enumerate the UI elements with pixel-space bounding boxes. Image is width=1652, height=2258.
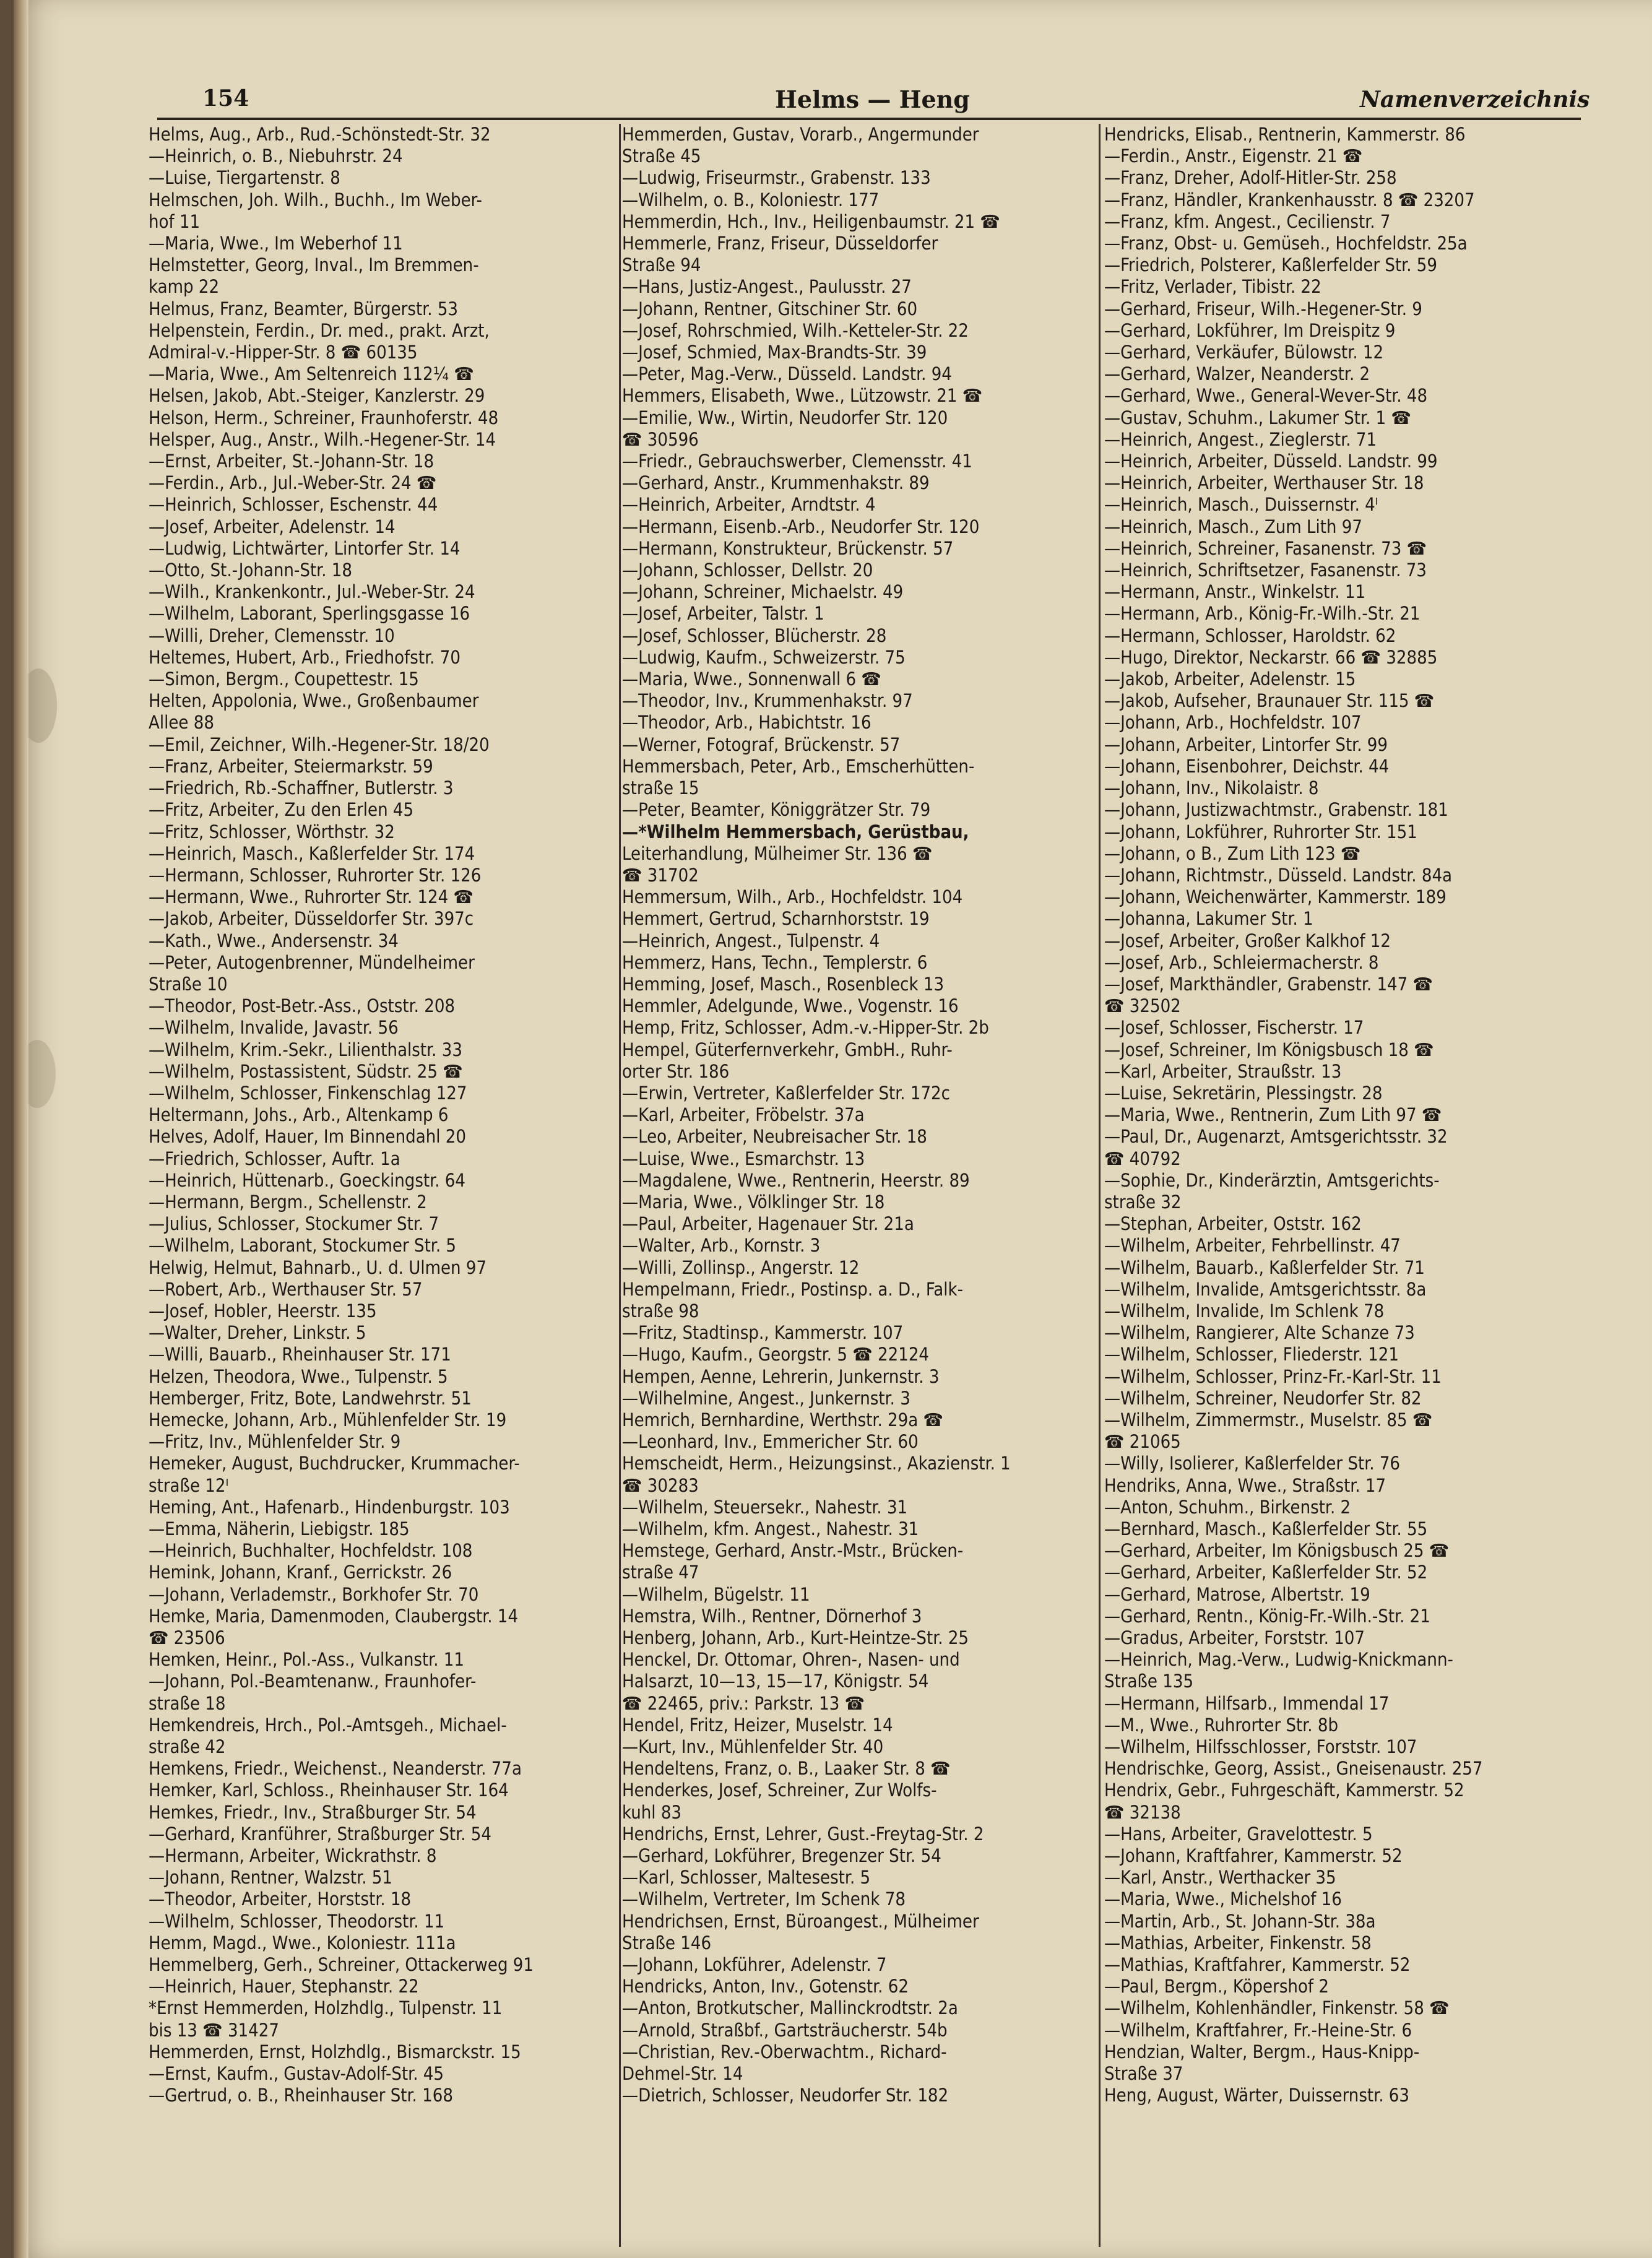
directory-entry-line: —Jakob, Aufseher, Braunauer Str. 115 ☎	[1104, 690, 1435, 712]
directory-entry-line: —Gerhard, Verkäufer, Bülowstr. 12	[1104, 342, 1384, 363]
directory-entry-line: —Johann, Richtmstr., Düsseld. Landstr. 84a	[1104, 864, 1453, 886]
directory-entry-line: —Ludwig, Kaufm., Schweizerstr. 75	[622, 646, 906, 668]
directory-entry-line: —Johann, Justizwachtmstr., Grabenstr. 181	[1104, 799, 1448, 821]
directory-entry-line: —Johann, Schreiner, Michaelstr. 49	[622, 581, 904, 603]
directory-entry-line: —Peter, Autogenbrenner, Mündelheimer	[149, 951, 475, 973]
directory-entry-line: —Mathias, Kraftfahrer, Kammerstr. 52	[1104, 1954, 1411, 1976]
directory-entry-line: —Franz, Dreher, Adolf-Hitler-Str. 258	[1104, 167, 1397, 189]
directory-entry-line: ☎ 30596	[622, 428, 699, 450]
directory-entry-line: Henckel, Dr. Ottomar, Ohren-, Nasen- und	[622, 1649, 960, 1671]
directory-entry-line: straße 12ᴵ	[149, 1474, 229, 1496]
directory-entry-line: —Heinrich, Arbeiter, Arndtstr. 4	[622, 494, 876, 516]
directory-entry-line: —Hermann, Schlosser, Haroldstr. 62	[1104, 625, 1396, 646]
directory-entry-line: —Hermann, Konstrukteur, Brückenstr. 57	[622, 537, 954, 559]
directory-entry-line: —Karl, Arbeiter, Fröbelstr. 37a	[622, 1104, 865, 1126]
directory-entry-line: —Josef, Arbeiter, Großer Kalkhof 12	[1104, 930, 1391, 951]
directory-entry-line: —Ernst, Arbeiter, St.-Johann-Str. 18	[149, 451, 435, 472]
directory-entry-line: —Hermann, Anstr., Winkelstr. 11	[1104, 581, 1366, 603]
directory-entry-line: ☎ 21065	[1104, 1431, 1181, 1453]
directory-entry-line: —Theodor, Arbeiter, Horststr. 18	[149, 1888, 412, 1910]
directory-entry-line: —Wilhelm, Postassistent, Südstr. 25 ☎	[149, 1060, 463, 1082]
directory-entry-line: Halsarzt, 10—13, 15—17, Königstr. 54	[622, 1671, 929, 1692]
directory-entry-line: —Karl, Arbeiter, Straußstr. 13	[1104, 1060, 1342, 1082]
directory-entry-line: Straße 10	[149, 973, 228, 995]
directory-entry-line: Hemming, Josef, Masch., Rosenbleck 13	[622, 973, 945, 995]
directory-entry-line: —Kath., Wwe., Andersenstr. 34	[149, 930, 399, 951]
directory-entry-line: —Gerhard, Rentn., König-Fr.-Wilh.-Str. 21	[1104, 1605, 1430, 1627]
header-rule	[157, 118, 1581, 120]
directory-entry-line: Hemke, Maria, Damenmoden, Claubergstr. 14	[149, 1605, 519, 1627]
directory-entry-line: Hendrix, Gebr., Fuhrgeschäft, Kammerstr. 52	[1104, 1780, 1464, 1801]
directory-entry-line: Allee 88	[149, 712, 214, 733]
directory-entry-line: —Mathias, Arbeiter, Finkenstr. 58	[1104, 1932, 1372, 1953]
column-divider	[619, 124, 621, 2247]
directory-entry-line: —Gerhard, Kranführer, Straßburger Str. 54	[149, 1823, 491, 1845]
directory-entry-line: Hemstra, Wilh., Rentner, Dörnerhof 3	[622, 1605, 922, 1627]
directory-entry-line: —*Wilhelm Hemmersbach, Gerüstbau,	[622, 821, 969, 842]
directory-entry-line: Helmus, Franz, Beamter, Bürgerstr. 53	[149, 298, 459, 319]
directory-entry-line: —Hermann, Arb., König-Fr.-Wilh.-Str. 21	[1104, 603, 1421, 625]
directory-entry-line: —Hugo, Kaufm., Georgstr. 5 ☎ 22124	[622, 1344, 930, 1365]
directory-entry-line: —Wilhelm, Schlosser, Fliederstr. 121	[1104, 1344, 1399, 1365]
directory-entry-line: —Gerhard, Friseur, Wilh.-Hegener-Str. 9	[1104, 298, 1422, 319]
directory-entry-line: —Josef, Hobler, Heerstr. 135	[149, 1300, 377, 1321]
directory-entry-line: Straße 94	[622, 254, 701, 276]
directory-entry-line: Helmschen, Joh. Wilh., Buchh., Im Weber-	[149, 189, 482, 210]
directory-entry-line: Hemmelberg, Gerh., Schreiner, Ottackerweg 91	[149, 1954, 534, 1976]
directory-entry-line: —Paul, Arbeiter, Hagenauer Str. 21a	[622, 1213, 914, 1235]
directory-entry-line: —Gradus, Arbeiter, Forststr. 107	[1104, 1627, 1365, 1649]
directory-entry-line: Straße 37	[1104, 2063, 1183, 2085]
directory-entry-line: Hemscheidt, Herm., Heizungsinst., Akazienstr. 1	[622, 1453, 1011, 1474]
directory-entry-line: —Wilhelm, kfm. Angest., Nahestr. 31	[622, 1518, 919, 1539]
directory-entry-line: —Franz, Händler, Krankenhausstr. 8 ☎ 23207	[1104, 189, 1475, 210]
page-binding-edge	[14, 0, 28, 2258]
directory-entry-line: —Josef, Markthändler, Grabenstr. 147 ☎	[1104, 973, 1434, 995]
directory-entry-line: Helten, Appolonia, Wwe., Großenbaumer	[149, 690, 479, 712]
directory-entry-line: —Maria, Wwe., Sonnenwall 6 ☎	[622, 668, 881, 690]
directory-entry-line: Hemkendreis, Hrch., Pol.-Amtsgeh., Michael-	[149, 1714, 507, 1736]
directory-entry-line: —Franz, Arbeiter, Steiermarkstr. 59	[149, 755, 433, 777]
directory-entry-line: Hendeltens, Franz, o. B., Laaker Str. 8 ☎	[622, 1758, 951, 1780]
directory-entry-line: Hemberger, Fritz, Bote, Landwehrstr. 51	[149, 1387, 472, 1409]
directory-entry-line: —Heinrich, Schlosser, Eschenstr. 44	[149, 494, 438, 516]
directory-entry-line: —Leo, Arbeiter, Neubreisacher Str. 18	[622, 1126, 927, 1148]
directory-entry-line: —Emil, Zeichner, Wilh.-Hegener-Str. 18/20	[149, 733, 490, 755]
directory-entry-line: —Johann, Verlademstr., Borkhofer Str. 70	[149, 1583, 479, 1605]
directory-entry-line: —Franz, Obst- u. Gemüseh., Hochfeldstr. 25a	[1104, 233, 1468, 254]
directory-entry-line: —Karl, Anstr., Werthacker 35	[1104, 1867, 1336, 1888]
directory-entry-line: —Kurt, Inv., Mühlenfelder Str. 40	[622, 1736, 884, 1758]
directory-entry-line: —Johann, o B., Zum Lith 123 ☎	[1104, 842, 1361, 864]
column-1	[149, 124, 616, 2253]
running-head-range: Helms — Heng	[775, 85, 970, 113]
column-divider	[1099, 124, 1101, 2247]
directory-entry-line: —Dietrich, Schlosser, Neudorfer Str. 182	[622, 2085, 949, 2106]
directory-entry-line: Hemecke, Johann, Arb., Mühlenfelder Str. 19	[149, 1409, 507, 1430]
directory-entry-line: Hemp, Fritz, Schlosser, Adm.-v.-Hipper-Str. 2b	[622, 1017, 989, 1039]
directory-entry-line: —Arnold, Straßbf., Gartsträucherstr. 54b	[622, 2019, 948, 2041]
directory-entry-line: —Erwin, Vertreter, Kaßlerfelder Str. 172c	[622, 1082, 951, 1104]
directory-entry-line: Hemm, Magd., Wwe., Koloniestr. 111a	[149, 1932, 456, 1953]
directory-entry-line: ☎ 32138	[1104, 1801, 1181, 1823]
directory-entry-line: straße 32	[1104, 1191, 1182, 1213]
directory-entry-line: —Wilh., Krankenkontr., Jul.-Weber-Str. 24	[149, 581, 475, 603]
directory-entry-line: —Wilhelm, Invalide, Javastr. 56	[149, 1017, 399, 1039]
directory-entry-line: —Emilie, Ww., Wirtin, Neudorfer Str. 120	[622, 407, 948, 428]
directory-entry-line: —Josef, Arbeiter, Adelenstr. 14	[149, 516, 396, 537]
directory-entry-line: —Theodor, Arb., Habichtstr. 16	[622, 712, 871, 733]
directory-entry-line: —Paul, Bergm., Köpershof 2	[1104, 1976, 1329, 1997]
directory-entry-line: Hempen, Aenne, Lehrerin, Junkernstr. 3	[622, 1365, 940, 1387]
directory-entry-line: Hendrischke, Georg, Assist., Gneisenaustr. 257	[1104, 1758, 1483, 1780]
directory-entry-line: —Hans, Arbeiter, Gravelottestr. 5	[1104, 1823, 1373, 1845]
directory-entry-line: —Luise, Sekretärin, Plessingstr. 28	[1104, 1082, 1383, 1104]
directory-entry-line: Helmstetter, Georg, Inval., Im Bremmen-	[149, 254, 479, 276]
directory-entry-line: —Luise, Wwe., Esmarchstr. 13	[622, 1148, 865, 1169]
directory-entry-line: —Fritz, Verlader, Tibistr. 22	[1104, 276, 1321, 298]
directory-entry-line: —Julius, Schlosser, Stockumer Str. 7	[149, 1213, 439, 1235]
directory-entry-line: —Friedrich, Rb.-Schaffner, Butlerstr. 3	[149, 777, 454, 799]
directory-entry-line: —Josef, Schlosser, Blücherstr. 28	[622, 625, 887, 646]
directory-entry-line: —Hermann, Wwe., Ruhrorter Str. 124 ☎	[149, 886, 474, 908]
directory-entry-line: Heltemes, Hubert, Arb., Friedhofstr. 70	[149, 646, 461, 668]
directory-entry-line: —Heinrich, Masch., Duissernstr. 4ᴵ	[1104, 494, 1378, 516]
directory-entry-line: —Jakob, Arbeiter, Adelenstr. 15	[1104, 668, 1356, 690]
directory-entry-line: —Johann, Arbeiter, Lintorfer Str. 99	[1104, 733, 1388, 755]
directory-entry-line: kuhl 83	[622, 1801, 682, 1823]
directory-entry-line: —Jakob, Arbeiter, Düsseldorfer Str. 397c	[149, 908, 474, 930]
directory-entry-line: Leiterhandlung, Mülheimer Str. 136 ☎	[622, 842, 933, 864]
directory-entry-line: Helson, Herm., Schreiner, Fraunhoferstr. 48	[149, 407, 499, 428]
directory-entry-line: Hendricks, Elisab., Rentnerin, Kammerstr. 86	[1104, 124, 1466, 145]
directory-page	[14, 0, 1652, 2258]
directory-entry-line: Heltermann, Johs., Arb., Altenkamp 6	[149, 1104, 449, 1126]
directory-entry-line: —Wilhelm, o. B., Koloniestr. 177	[622, 189, 880, 210]
directory-entry-line: Hendriks, Anna, Wwe., Straßstr. 17	[1104, 1474, 1386, 1496]
directory-entry-line: ☎ 32502	[1104, 995, 1181, 1017]
directory-entry-line: Hemmerle, Franz, Friseur, Düsseldorfer	[622, 233, 938, 254]
directory-entry-line: —Wilhelm, Schreiner, Neudorfer Str. 82	[1104, 1387, 1422, 1409]
directory-entry-line: Straße 135	[1104, 1671, 1194, 1692]
directory-entry-line: —M., Wwe., Ruhrorter Str. 8b	[1104, 1714, 1339, 1736]
directory-entry-line: —Johann, Arb., Hochfeldstr. 107	[1104, 712, 1362, 733]
directory-entry-line: Helves, Adolf, Hauer, Im Binnendahl 20	[149, 1126, 466, 1148]
directory-entry-line: —Johann, Rentner, Walzstr. 51	[149, 1867, 392, 1888]
directory-entry-line: Hemken, Heinr., Pol.-Ass., Vulkanstr. 11	[149, 1649, 464, 1671]
directory-entry-line: —Ferdin., Anstr., Eigenstr. 21 ☎	[1104, 145, 1363, 167]
page-number: 154	[202, 85, 249, 111]
directory-entry-line: Hemker, Karl, Schloss., Rheinhauser Str. 164	[149, 1780, 509, 1801]
directory-entry-line: —Willy, Isolierer, Kaßlerfelder Str. 76	[1104, 1453, 1401, 1474]
directory-entry-line: straße 98	[622, 1300, 699, 1321]
directory-entry-line: —Heinrich, Angest., Tulpenstr. 4	[622, 930, 880, 951]
directory-entry-line: —Leonhard, Inv., Emmericher Str. 60	[622, 1431, 919, 1453]
directory-entry-line: —Anton, Schuhm., Birkenstr. 2	[1104, 1496, 1351, 1518]
column-2	[622, 124, 1089, 2253]
directory-entry-line: —Johann, Weichenwärter, Kammerstr. 189	[1104, 886, 1447, 908]
directory-entry-line: Hendel, Fritz, Heizer, Muselstr. 14	[622, 1714, 893, 1736]
directory-entry-line: —Johann, Schlosser, Dellstr. 20	[622, 560, 873, 581]
directory-entry-line: —Heinrich, Schriftsetzer, Fasanenstr. 73	[1104, 560, 1427, 581]
directory-entry-line: —Fritz, Arbeiter, Zu den Erlen 45	[149, 799, 414, 821]
directory-entry-line: —Ferdin., Arb., Jul.-Weber-Str. 24 ☎	[149, 472, 437, 494]
directory-entry-line: —Peter, Beamter, Königgrätzer Str. 79	[622, 799, 931, 821]
directory-entry-line: ☎ 23506	[149, 1627, 225, 1649]
directory-entry-line: Hendzian, Walter, Bergm., Haus-Knipp-	[1104, 2041, 1420, 2062]
directory-entry-line: —Gertrud, o. B., Rheinhauser Str. 168	[149, 2085, 453, 2106]
directory-entry-line: —Wilhelm, Bügelstr. 11	[622, 1583, 810, 1605]
directory-entry-line: —Fritz, Inv., Mühlenfelder Str. 9	[149, 1431, 401, 1453]
directory-entry-line: ☎ 40792	[1104, 1148, 1181, 1169]
directory-entry-line: —Gerhard, Walzer, Neanderstr. 2	[1104, 363, 1370, 385]
directory-entry-line: —Wilhelm, Bauarb., Kaßlerfelder Str. 71	[1104, 1257, 1425, 1278]
directory-entry-line: Hemmerden, Gustav, Vorarb., Angermunder	[622, 124, 979, 145]
directory-entry-line: —Wilhelm, Invalide, Amtsgerichtsstr. 8a	[1104, 1278, 1427, 1300]
directory-entry-line: —Heinrich, Masch., Kaßlerfelder Str. 174	[149, 842, 475, 864]
directory-entry-line: —Willi, Dreher, Clemensstr. 10	[149, 625, 395, 646]
directory-entry-line: —Wilhelm, Rangierer, Alte Schanze 73	[1104, 1322, 1415, 1344]
directory-entry-line: —Josef, Schmied, Max-Brandts-Str. 39	[622, 342, 927, 363]
directory-entry-line: —Maria, Wwe., Völklinger Str. 18	[622, 1191, 885, 1213]
directory-entry-line: —Hermann, Bergm., Schellenstr. 2	[149, 1191, 427, 1213]
directory-entry-line: ☎ 30283	[622, 1474, 699, 1496]
directory-entry-line: —Gerhard, Lokführer, Bregenzer Str. 54	[622, 1845, 941, 1867]
directory-entry-line: —Heinrich, Hauer, Stephanstr. 22	[149, 1976, 419, 1997]
directory-entry-line: Hemmerden, Ernst, Holzhdlg., Bismarckstr. 15	[149, 2041, 521, 2062]
directory-entry-line: —Heinrich, Buchhalter, Hochfeldstr. 108	[149, 1540, 473, 1562]
directory-entry-line: —Heinrich, Arbeiter, Werthauser Str. 18	[1104, 472, 1424, 494]
directory-entry-line: —Josef, Arb., Schleiermacherstr. 8	[1104, 951, 1379, 973]
directory-entry-line: —Hermann, Eisenb.-Arb., Neudorfer Str. 120	[622, 516, 980, 537]
directory-entry-line: orter Str. 186	[622, 1060, 730, 1082]
directory-entry-line: —Wilhelm, Laborant, Stockumer Str. 5	[149, 1235, 457, 1257]
directory-entry-line: —Hermann, Arbeiter, Wickrathstr. 8	[149, 1845, 437, 1867]
directory-entry-line: kamp 22	[149, 276, 220, 298]
directory-entry-line: —Johann, Lokführer, Adelenstr. 7	[622, 1954, 887, 1976]
directory-entry-line: —Robert, Arb., Werthauser Str. 57	[149, 1278, 423, 1300]
directory-entry-line: Hemstege, Gerhard, Anstr.-Mstr., Brücken-	[622, 1540, 964, 1562]
directory-entry-line: —Wilhelm, Schlosser, Theodorstr. 11	[149, 1910, 445, 1932]
directory-entry-line: Henberg, Johann, Arb., Kurt-Heintze-Str. 25	[622, 1627, 969, 1649]
directory-entry-line: Heng, August, Wärter, Duissernstr. 63	[1104, 2085, 1409, 2106]
directory-entry-line: —Wilhelm, Zimmermstr., Muselstr. 85 ☎	[1104, 1409, 1433, 1430]
directory-entry-line: Hemmers, Elisabeth, Wwe., Lützowstr. 21 ☎	[622, 385, 983, 407]
directory-entry-line: Helsen, Jakob, Abt.-Steiger, Kanzlerstr. 29	[149, 385, 485, 407]
directory-entry-line: bis 13 ☎ 31427	[149, 2019, 279, 2041]
directory-entry-line: Admiral-v.-Hipper-Str. 8 ☎ 60135	[149, 342, 418, 363]
directory-entry-line: —Friedrich, Polsterer, Kaßlerfelder Str. 59	[1104, 254, 1437, 276]
directory-entry-line: —Walter, Dreher, Linkstr. 5	[149, 1322, 366, 1344]
directory-entry-line: —Wilhelm, Schlosser, Prinz-Fr.-Karl-Str. 11	[1104, 1365, 1442, 1387]
directory-entry-line: —Fritz, Stadtinsp., Kammerstr. 107	[622, 1322, 904, 1344]
directory-entry-line: —Hans, Justiz-Angest., Paulusstr. 27	[622, 276, 912, 298]
directory-entry-line: —Wilhelm, Hilfsschlosser, Forststr. 107	[1104, 1736, 1417, 1758]
directory-entry-line: —Johann, Eisenbohrer, Deichstr. 44	[1104, 755, 1390, 777]
directory-entry-line: —Heinrich, Schreiner, Fasanenstr. 73 ☎	[1104, 537, 1427, 559]
directory-entry-line: —Hugo, Direktor, Neckarstr. 66 ☎ 32885	[1104, 646, 1438, 668]
directory-entry-line: Hemmler, Adelgunde, Wwe., Vogenstr. 16	[622, 995, 959, 1017]
directory-entry-line: —Franz, kfm. Angest., Cecilienstr. 7	[1104, 210, 1391, 232]
directory-entry-line: —Wilhelm, Steuersekr., Nahestr. 31	[622, 1496, 908, 1518]
directory-entry-line: straße 47	[622, 1562, 699, 1583]
directory-entry-line: —Johann, Lokführer, Ruhrorter Str. 151	[1104, 821, 1417, 842]
directory-entry-line: Hemrich, Bernhardine, Werthstr. 29a ☎	[622, 1409, 943, 1430]
directory-entry-line: straße 42	[149, 1736, 226, 1758]
directory-entry-line: Dehmel-Str. 14	[622, 2063, 743, 2085]
directory-entry-line: —Johann, Inv., Nikolaistr. 8	[1104, 777, 1319, 799]
directory-entry-line: —Gerhard, Arbeiter, Im Königsbusch 25 ☎	[1104, 1540, 1450, 1562]
directory-entry-line: Hemmersbach, Peter, Arb., Emscherhütten-	[622, 755, 975, 777]
directory-entry-line: —Wilhelm, Invalide, Im Schlenk 78	[1104, 1300, 1385, 1321]
directory-entry-line: straße 18	[149, 1692, 226, 1714]
directory-entry-line: —Emma, Näherin, Liebigstr. 185	[149, 1518, 410, 1539]
directory-entry-line: —Ludwig, Lichtwärter, Lintorfer Str. 14	[149, 537, 461, 559]
directory-entry-line: —Friedrich, Schlosser, Auftr. 1a	[149, 1148, 400, 1169]
directory-entry-line: —Magdalene, Wwe., Rentnerin, Heerstr. 89	[622, 1169, 970, 1191]
directory-entry-line: —Ludwig, Friseurmstr., Grabenstr. 133	[622, 167, 931, 189]
directory-entry-line: —Otto, St.-Johann-Str. 18	[149, 560, 352, 581]
directory-entry-line: —Josef, Arbeiter, Talstr. 1	[622, 603, 824, 625]
directory-entry-line: Hemkens, Friedr., Weichenst., Neanderstr. 77a	[149, 1758, 522, 1780]
directory-entry-line: —Walter, Arb., Kornstr. 3	[622, 1235, 821, 1257]
directory-entry-line: Hemmersum, Wilh., Arb., Hochfeldstr. 104	[622, 886, 963, 908]
directory-entry-line: —Hermann, Schlosser, Ruhrorter Str. 126	[149, 864, 482, 886]
directory-entry-line: —Heinrich, Masch., Zum Lith 97	[1104, 516, 1362, 537]
directory-entry-line: Helzen, Theodora, Wwe., Tulpenstr. 5	[149, 1365, 448, 1387]
directory-entry-line: Hendrichsen, Ernst, Büroangest., Mülheimer	[622, 1910, 979, 1932]
directory-entry-line: —Christian, Rev.-Oberwachtm., Richard-	[622, 2041, 947, 2062]
directory-entry-line: —Gerhard, Matrose, Albertstr. 19	[1104, 1583, 1370, 1605]
directory-entry-line: —Josef, Schreiner, Im Königsbusch 18 ☎	[1104, 1039, 1434, 1060]
directory-entry-line: Hempelmann, Friedr., Postinsp. a. D., Falk-	[622, 1278, 964, 1300]
directory-entry-line: Hemkes, Friedr., Inv., Straßburger Str. 54	[149, 1801, 477, 1823]
running-head-section: Namenverzeichnis	[1360, 87, 1590, 113]
directory-entry-line: Hendrichs, Ernst, Lehrer, Gust.-Freytag-Str. 2	[622, 1823, 984, 1845]
directory-entry-line: Hendricks, Anton, Inv., Gotenstr. 62	[622, 1976, 909, 1997]
directory-entry-line: —Willi, Bauarb., Rheinhauser Str. 171	[149, 1344, 451, 1365]
directory-entry-line: Heming, Ant., Hafenarb., Hindenburgstr. 103	[149, 1496, 510, 1518]
directory-entry-line: —Theodor, Post-Betr.-Ass., Oststr. 208	[149, 995, 456, 1017]
directory-entry-line: hof 11	[149, 210, 201, 232]
directory-entry-line: —Gerhard, Arbeiter, Kaßlerfelder Str. 52	[1104, 1562, 1428, 1583]
directory-entry-line: ☎ 22465, priv.: Parkstr. 13 ☎	[622, 1692, 865, 1714]
directory-entry-line: —Wilhelm, Krim.-Sekr., Lilienthalstr. 33	[149, 1039, 462, 1060]
directory-entry-line: —Gerhard, Lokführer, Im Dreispitz 9	[1104, 319, 1396, 341]
directory-entry-line: —Theodor, Inv., Krummenhakstr. 97	[622, 690, 913, 712]
directory-entry-line: Straße 45	[622, 145, 701, 167]
directory-entry-line: —Josef, Rohrschmied, Wilh.-Ketteler-Str. 22	[622, 319, 969, 341]
directory-entry-line: —Anton, Brotkutscher, Mallinckrodtstr. 2a	[622, 1997, 958, 2019]
directory-entry-line: Helwig, Helmut, Bahnarb., U. d. Ulmen 97	[149, 1257, 487, 1278]
directory-entry-line: —Luise, Tiergartenstr. 8	[149, 167, 340, 189]
directory-entry-line: *Ernst Hemmerden, Holzhdlg., Tulpenstr. 11	[149, 1997, 503, 2019]
directory-entry-line: Henderkes, Josef, Schreiner, Zur Wolfs-	[622, 1780, 937, 1801]
directory-entry-line: —Wilhelm, Vertreter, Im Schenk 78	[622, 1888, 906, 1910]
directory-entry-line: —Karl, Schlosser, Maltesestr. 5	[622, 1867, 871, 1888]
directory-entry-line: Helms, Aug., Arb., Rud.-Schönstedt-Str. 32	[149, 124, 491, 145]
directory-entry-line: —Wilhelmine, Angest., Junkernstr. 3	[622, 1387, 910, 1409]
directory-entry-line: Hemmert, Gertrud, Scharnhorststr. 19	[622, 908, 930, 930]
directory-entry-line: Helsper, Aug., Anstr., Wilh.-Hegener-Str. 14	[149, 428, 496, 450]
directory-entry-line: —Hermann, Hilfsarb., Immendal 17	[1104, 1692, 1390, 1714]
directory-entry-line: Hemmerdin, Hch., Inv., Heiligenbaumstr. 21 ☎	[622, 210, 1000, 232]
directory-entry-line: Hemeker, August, Buchdrucker, Krummacher-	[149, 1453, 520, 1474]
directory-entry-line: —Heinrich, Hüttenarb., Goeckingstr. 64	[149, 1169, 466, 1191]
directory-entry-line: —Heinrich, Mag.-Verw., Ludwig-Knickmann-	[1104, 1649, 1453, 1671]
directory-entry-line: —Wilhelm, Kraftfahrer, Fr.-Heine-Str. 6	[1104, 2019, 1412, 2041]
directory-entry-line: —Simon, Bergm., Coupettestr. 15	[149, 668, 419, 690]
directory-entry-line: —Johann, Pol.-Beamtenanw., Fraunhofer-	[149, 1671, 477, 1692]
directory-entry-line: —Friedr., Gebrauchswerber, Clemensstr. 41	[622, 451, 972, 472]
directory-entry-line: —Josef, Schlosser, Fischerstr. 17	[1104, 1017, 1364, 1039]
directory-entry-line: —Heinrich, Arbeiter, Düsseld. Landstr. 99	[1104, 451, 1438, 472]
directory-entry-line: —Wilhelm, Schlosser, Finkenschlag 127	[149, 1082, 467, 1104]
directory-entry-line: Hemink, Johann, Kranf., Gerrickstr. 26	[149, 1562, 452, 1583]
directory-entry-line: —Willi, Zollinsp., Angerstr. 12	[622, 1257, 860, 1278]
directory-entry-line: —Paul, Dr., Augenarzt, Amtsgerichtsstr. 32	[1104, 1126, 1448, 1148]
directory-entry-line: Hemmerz, Hans, Techn., Templerstr. 6	[622, 951, 928, 973]
directory-entry-line: —Peter, Mag.-Verw., Düsseld. Landstr. 94	[622, 363, 952, 385]
directory-entry-line: —Maria, Wwe., Michelshof 16	[1104, 1888, 1342, 1910]
directory-entry-line: —Gerhard, Anstr., Krummenhakstr. 89	[622, 472, 930, 494]
directory-entry-line: —Maria, Wwe., Im Weberhof 11	[149, 233, 403, 254]
directory-entry-line: —Johann, Kraftfahrer, Kammerstr. 52	[1104, 1845, 1403, 1867]
directory-entry-line: —Bernhard, Masch., Kaßlerfelder Str. 55	[1104, 1518, 1428, 1539]
directory-entry-line: Hempel, Güterfernverkehr, GmbH., Ruhr-	[622, 1039, 953, 1060]
directory-entry-line: —Johann, Rentner, Gitschiner Str. 60	[622, 298, 918, 319]
directory-entry-line: —Heinrich, o. B., Niebuhrstr. 24	[149, 145, 403, 167]
directory-entry-line: ☎ 31702	[622, 864, 699, 886]
directory-entry-line: —Maria, Wwe., Am Seltenreich 112¼ ☎	[149, 363, 474, 385]
directory-entry-line: —Maria, Wwe., Rentnerin, Zum Lith 97 ☎	[1104, 1104, 1442, 1126]
directory-entry-line: —Wilhelm, Laborant, Sperlingsgasse 16	[149, 603, 470, 625]
directory-entry-line: —Ernst, Kaufm., Gustav-Adolf-Str. 45	[149, 2063, 444, 2085]
directory-entry-line: —Fritz, Schlosser, Wörthstr. 32	[149, 821, 395, 842]
directory-entry-line: —Wilhelm, Kohlenhändler, Finkenstr. 58 ☎	[1104, 1997, 1450, 2019]
directory-entry-line: straße 15	[622, 777, 699, 799]
directory-entry-line: —Gerhard, Wwe., General-Wever-Str. 48	[1104, 385, 1428, 407]
directory-entry-line: —Werner, Fotograf, Brückenstr. 57	[622, 733, 901, 755]
column-3	[1104, 124, 1572, 2253]
directory-entry-line: —Stephan, Arbeiter, Oststr. 162	[1104, 1213, 1362, 1235]
directory-entry-line: —Sophie, Dr., Kinderärztin, Amtsgerichts-	[1104, 1169, 1440, 1191]
directory-entry-line: —Martin, Arb., St. Johann-Str. 38a	[1104, 1910, 1376, 1932]
directory-entry-line: —Wilhelm, Arbeiter, Fehrbellinstr. 47	[1104, 1235, 1401, 1257]
directory-entry-line: —Gustav, Schuhm., Lakumer Str. 1 ☎	[1104, 407, 1412, 428]
directory-entry-line: —Heinrich, Angest., Zieglerstr. 71	[1104, 428, 1377, 450]
directory-entry-line: Helpenstein, Ferdin., Dr. med., prakt. Arzt,	[149, 319, 490, 341]
directory-entry-line: —Johanna, Lakumer Str. 1	[1104, 908, 1313, 930]
directory-entry-line: Straße 146	[622, 1932, 712, 1953]
